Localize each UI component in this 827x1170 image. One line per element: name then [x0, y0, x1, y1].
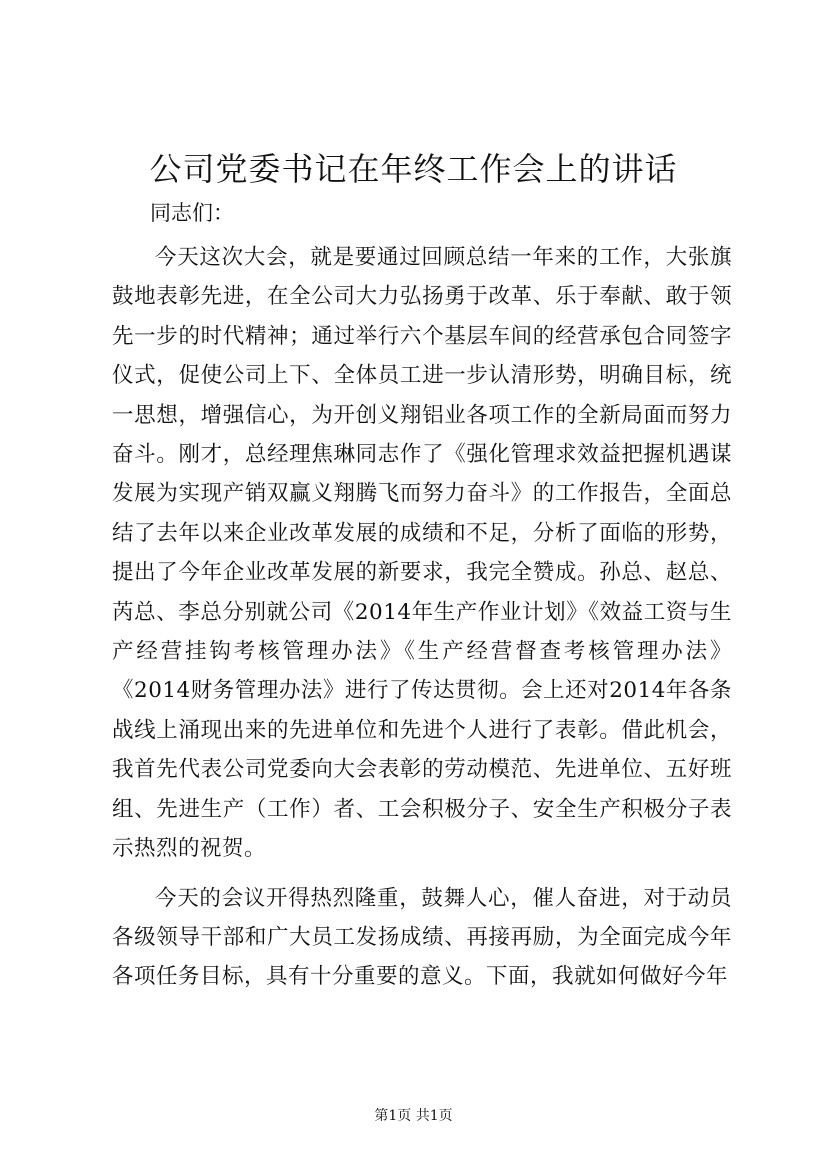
document-title: 公司党委书记在年终工作会上的讲话 — [149, 150, 678, 188]
page-footer: 第1页 共1页 — [374, 1108, 453, 1124]
paragraph: 今天这次大会，就是要通过回顾总结一年来的工作，大张旗鼓地表彰先进，在全公司大力弘扬勇于改革、乐于奉献、敢于领先一步的时代精神；通过举行六个基层车间的经营承包合同签字仪式，促使公司上下、全体员工进一步认清形势，明确目标，统一思想，增强信心，为开创义翔铝业各项工作的全新局面而努力奋斗。刚才，总经理焦琳同志作了《强化管理求效益把握机遇谋发展为实现产销双赢义翔腾飞而努力奋斗》的工作报告，全面总结了去年以来企业改革发展的成绩和不足，分析了面临的形势，提出了今年企业改革发展的新要求，我完全赞成。孙总、赵总、芮总、李总分别就公司《2014年生产作业计划》《效益工资与生产经营挂钩考核管理办法》《生产经营督查考核管理办法》《2014财务管理办法》进行了传达贯彻。会上还对2014年各条战线上涌现出来的先进单位和先进个人进行了表彰。借此机会，我首先代表公司党委向大会表彰的劳动模范、先进单位、五好班组、先进生产（工作）者、工会积极分子、安全生产积极分子表示热烈的祝贺。 — [112, 245, 732, 862]
paragraph: 今天的会议开得热烈隆重，鼓舞人心，催人奋进，对于动员各级领导干部和广大员工发扬成绩、再接再励，为全面完成今年各项任务目标，具有十分重要的意义。下面，我就如何做好今年 — [112, 885, 732, 990]
document-body — [112, 238, 732, 997]
salutation: 同志们： — [150, 201, 234, 225]
